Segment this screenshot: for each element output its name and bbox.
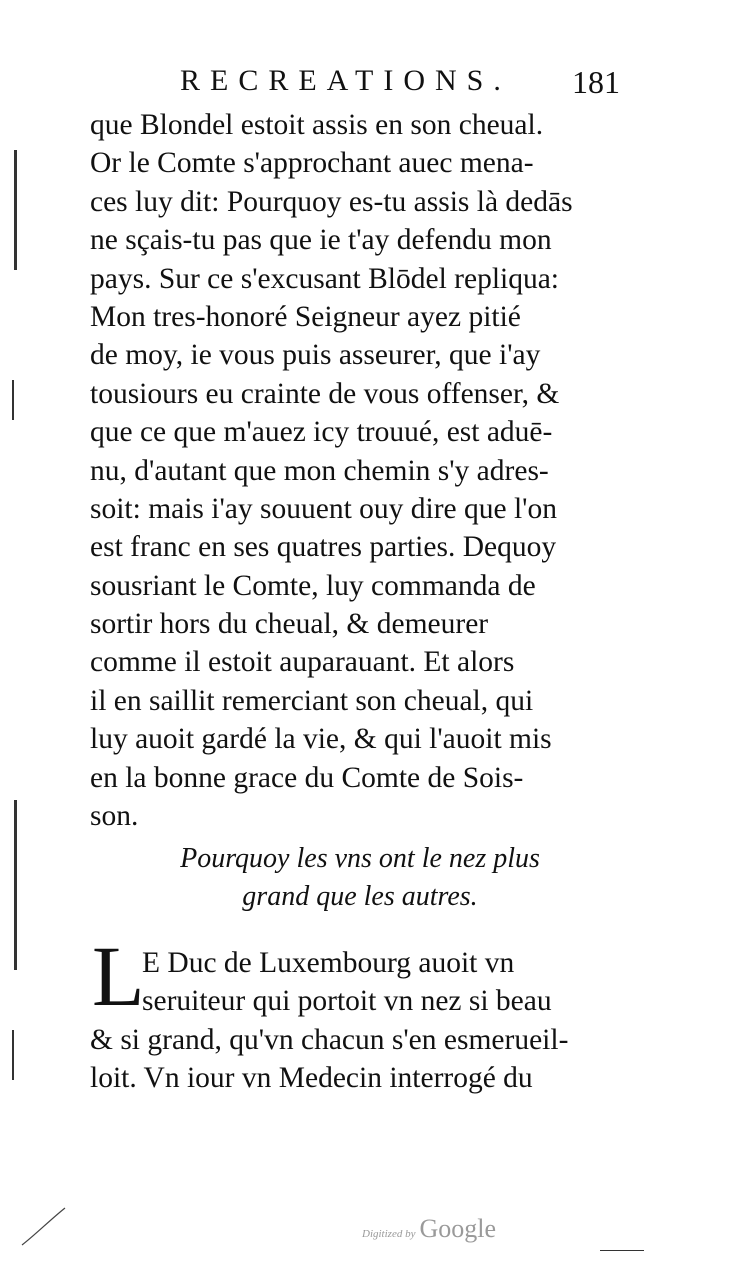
text-line: comme il estoit auparauant. Et alors [90, 646, 515, 679]
binding-mark [12, 380, 14, 420]
scan-line [600, 1250, 644, 1251]
text-line: sousriant le Comte, luy commanda de [90, 569, 536, 602]
text-line: & si grand, qu'vn chacun s'en esmerueil- [90, 1023, 569, 1056]
binding-mark [14, 800, 17, 970]
section-heading [150, 840, 570, 916]
page-number: 181 [572, 64, 620, 100]
text-line: ne sçais-tu pas que ie t'ay defendu mon [90, 224, 552, 257]
text-line: sortir hors du cheual, & demeurer [90, 608, 489, 641]
text-line: que Blondel estoit assis en son cheual. [90, 109, 544, 141]
watermark-brand: Google [419, 1214, 497, 1243]
text-line: E Duc de Luxembourg auoit vn [142, 947, 515, 979]
text-line: tousiours eu crainte de vous offenser, & [90, 377, 560, 410]
heading-line: Pourquoy les vns ont le nez plus [180, 843, 540, 874]
binding-mark [14, 150, 17, 270]
text-line: son. [90, 800, 139, 833]
text-line: de moy, ie vous puis asseurer, que i'ay [90, 339, 541, 372]
text-line: Mon tres-honoré Seigneur ayez pitié [90, 300, 521, 333]
paragraph-blondel [90, 106, 620, 835]
text-line: est franc en ses quatres parties. Dequoy [90, 531, 557, 564]
scan-smudge [20, 1200, 80, 1250]
heading-line: grand que les autres. [242, 881, 478, 912]
text-line: soit: mais i'ay souuent ouy dire que l'on [90, 492, 558, 525]
text-line: loit. Vn iour vn Medecin interrogé du [90, 1062, 533, 1095]
text-line: pays. Sur ce s'excusant Blōdel repliqua: [90, 262, 560, 295]
text-line: il en saillit remerciant son cheual, qui [90, 684, 534, 717]
watermark-prefix: Digitized by [362, 1228, 416, 1240]
page-header [180, 64, 620, 108]
text-line: seruiteur qui portoit vn nez si beau [142, 985, 552, 1018]
text-line: nu, d'autant que mon chemin s'y adres- [90, 454, 549, 487]
drop-cap: L [92, 928, 145, 1024]
binding-mark [12, 1030, 14, 1080]
text-line: Or le Comte s'approchant auec mena- [90, 147, 534, 180]
text-line: que ce que m'auez icy trouué, est aduē- [90, 416, 553, 449]
text-line: en la bonne grace du Comte de Sois- [90, 761, 524, 794]
running-title: RECREATIONS. [180, 64, 511, 97]
text-line: ces luy dit: Pourquoy es-tu assis là dedās [90, 185, 573, 218]
paragraph-luxembourg [90, 944, 622, 1098]
text-line: luy auoit gardé la vie, & qui l'auoit mis [90, 723, 552, 756]
google-watermark [362, 1214, 496, 1244]
